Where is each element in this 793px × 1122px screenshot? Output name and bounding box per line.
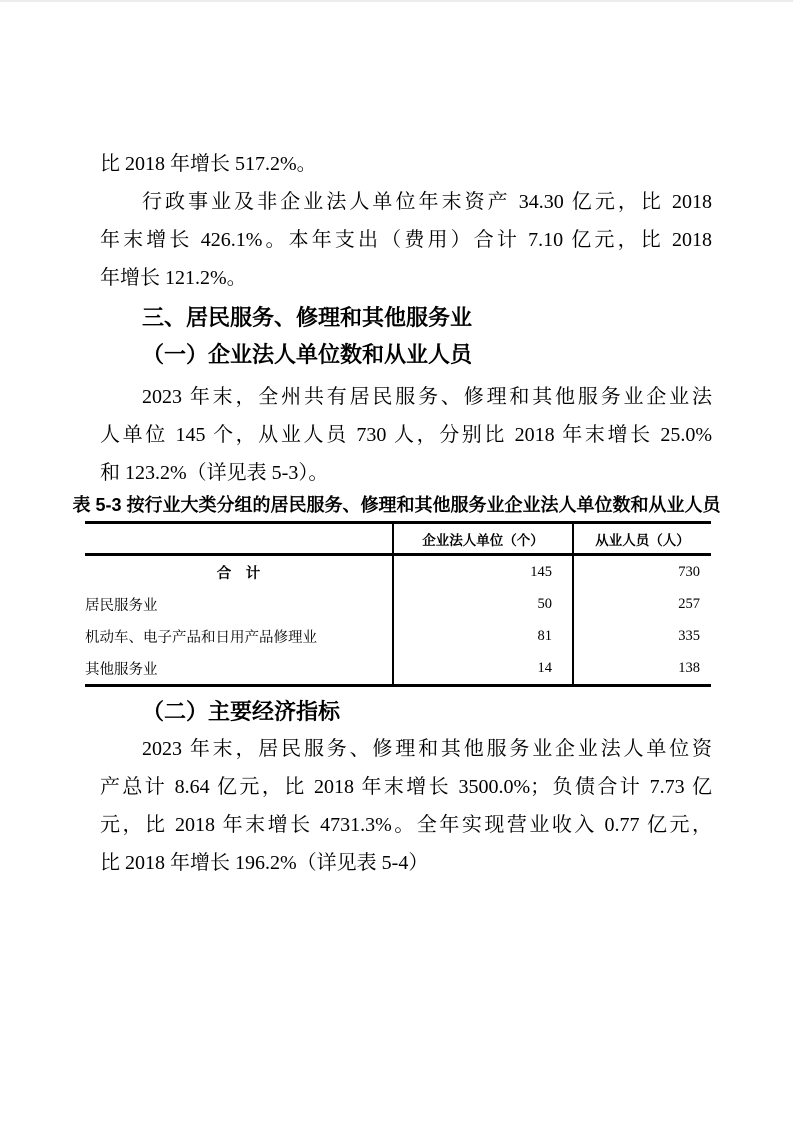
subsection-heading-economic-indicators: （二）主要经济指标 <box>142 699 341 724</box>
cell-units-other-services: 14 <box>393 652 573 686</box>
paragraph-admin-assets <box>100 183 712 297</box>
section-heading-services: 三、居民服务、修理和其他服务业 <box>142 305 473 330</box>
paragraph-line: 2023 年末，全州共有居民服务、修理和其他服务业企业法 <box>142 386 712 408</box>
paragraph-line: 和 123.2%（详见表 5-3）。 <box>100 462 329 484</box>
table-header-staff: 从业人员（人） <box>573 523 711 555</box>
paragraph-line: 年增长 121.2%。 <box>100 267 247 289</box>
paragraph-economic <box>100 730 712 882</box>
paragraph-line: 年末增长 426.1%。本年支出（费用）合计 7.10 亿元，比 2018 <box>100 229 712 251</box>
paragraph-line: 产总计 8.64 亿元，比 2018 年末增长 3500.0%；负债合计 7.73 亿 <box>100 776 712 798</box>
paragraph-line: 行政事业及非企业法人单位年末资产 34.30 亿元，比 2018 <box>142 191 712 213</box>
paragraph-units-staff <box>100 378 712 492</box>
cell-units-resident-services: 50 <box>393 588 573 620</box>
cell-staff-other-services: 138 <box>573 652 711 686</box>
subsection-heading-legal-units: （一）企业法人单位数和从业人员 <box>142 342 473 367</box>
table-title: 表 5-3 按行业大类分组的居民服务、修理和其他服务业企业法人单位数和从业人员 <box>72 495 721 515</box>
table-row-resident-services <box>85 588 711 620</box>
table-row-other-services <box>85 652 711 686</box>
table-row-total <box>85 555 711 589</box>
paragraph-line: 人单位 145 个，从业人员 730 人，分别比 2018 年末增长 25.0% <box>100 424 712 446</box>
paragraph-line: 2023 年末，居民服务、修理和其他服务业企业法人单位资 <box>142 738 712 760</box>
cell-units-total: 145 <box>393 555 573 589</box>
cell-label-other-services: 其他服务业 <box>85 661 158 678</box>
table-5-3 <box>85 521 711 687</box>
table-header-units: 企业法人单位（个） <box>393 523 573 555</box>
cell-label-repair: 机动车、电子产品和日用产品修理业 <box>85 629 317 646</box>
cell-units-repair: 81 <box>393 620 573 652</box>
paragraph-line: 比 2018 年增长 517.2%。 <box>100 153 317 175</box>
cell-staff-resident-services: 257 <box>573 588 711 620</box>
cell-staff-repair: 335 <box>573 620 711 652</box>
paragraph-line: 比 2018 年增长 196.2%（详见表 5-4） <box>100 852 429 874</box>
table-header-category <box>85 523 393 555</box>
cell-label-total: 合 计 <box>216 565 261 582</box>
paragraph-line: 元，比 2018 年末增长 4731.3%。全年实现营业收入 0.77 亿元， <box>100 814 712 836</box>
cell-label-resident-services: 居民服务业 <box>85 597 158 614</box>
cell-staff-total: 730 <box>573 555 711 589</box>
paragraph-tail <box>100 145 712 183</box>
table-row-repair <box>85 620 711 652</box>
table-header-row <box>85 523 711 555</box>
